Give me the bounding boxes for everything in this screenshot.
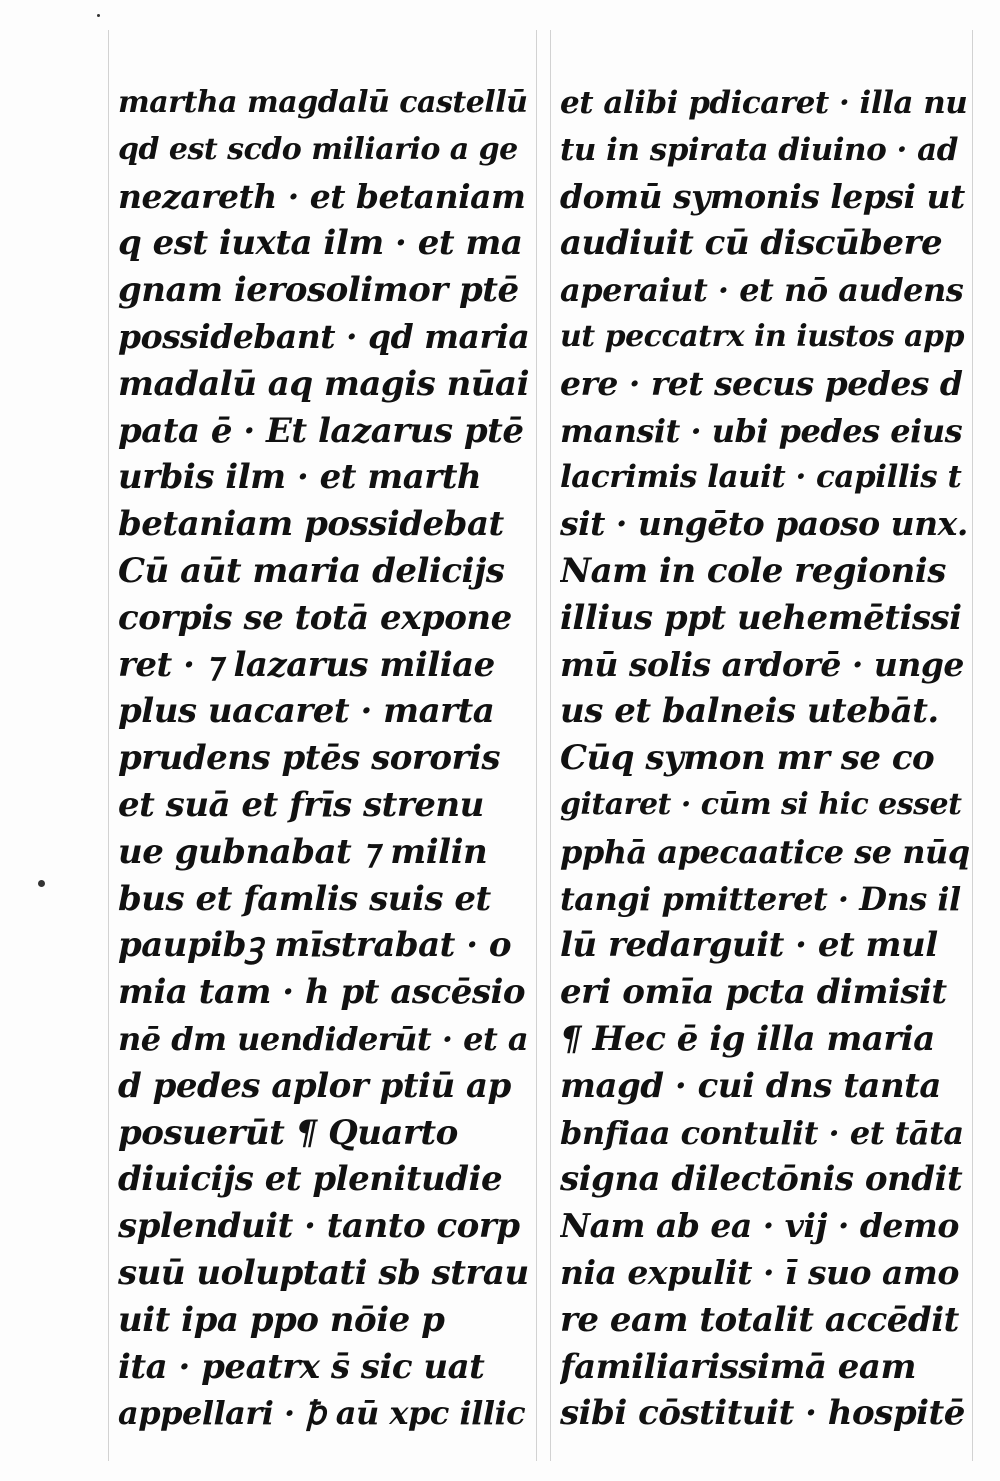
left-column-line: diuicijs et plenitudie xyxy=(118,1159,503,1200)
column-rule-left-inner xyxy=(536,30,537,1461)
left-column-line: martha magdalū castellū xyxy=(118,85,528,120)
right-column-line: et alibi pdicaret · illa nu xyxy=(560,85,968,121)
right-column-line: aperaiut · et nō audens xyxy=(560,271,964,310)
right-column-line: mū solis ardorē · unge xyxy=(560,644,964,684)
right-column-line: Cūq symon mr se co xyxy=(560,738,935,779)
right-column-line: lū redarguit · et mul xyxy=(560,925,938,966)
ink-speck xyxy=(97,14,100,17)
left-column-line: gnam ierosolimor ptē xyxy=(118,270,519,311)
left-column-line: et suā et frīs strenu xyxy=(118,784,484,825)
right-column-line: lacrimis lauit · capillis t xyxy=(560,459,962,496)
left-column-line: mia tam · h pt ascēsio xyxy=(118,972,526,1013)
column-rule-right-inner xyxy=(550,30,551,1461)
left-text-column xyxy=(118,80,530,1437)
left-column-line: pata ē · Et lazarus ptē xyxy=(118,410,524,451)
right-column-line: signa dilectōnis ondit xyxy=(560,1159,963,1200)
left-column-line: possidebant · qd maria xyxy=(118,316,530,356)
right-column-line: re eam totalit accēdit xyxy=(560,1299,959,1340)
right-column-line: sibi cōstituit · hospitē xyxy=(560,1393,965,1434)
right-text-column xyxy=(560,80,970,1437)
left-column-line: ue gubnabat ⁊ milin xyxy=(118,831,488,872)
column-rule-left-outer xyxy=(108,30,109,1461)
right-column-line: ut peccatrx in iustos app xyxy=(560,318,964,354)
right-column-line: audiuit cū discūbere xyxy=(560,223,943,264)
right-column-line: gitaret · cūm si hic esset xyxy=(560,786,962,822)
column-rule-right-outer xyxy=(972,30,973,1461)
left-column-line: madalū aq magis nūai xyxy=(118,363,529,404)
right-column-line: pphā apecaatice se nūq xyxy=(560,832,970,871)
right-column-line: tu in spirata diuino · ad xyxy=(560,131,958,168)
left-column-line: plus uacaret · marta xyxy=(118,691,495,732)
left-column-line: ret · ⁊ lazarus miliae xyxy=(118,644,495,685)
left-column-line: Cū aūt maria delicijs xyxy=(118,550,505,591)
left-column-line: nē dm uendiderūt · et a xyxy=(118,1019,529,1058)
right-column-line: magd · cui dns tanta xyxy=(560,1065,941,1106)
right-column-line: us et balneis utebāt. xyxy=(560,691,939,732)
right-column-line: ere · ret secus pedes d xyxy=(560,363,963,403)
right-column-line: eri omīa pcta dimisit xyxy=(560,972,947,1013)
left-column-line: posuerūt ¶ Quarto xyxy=(118,1112,458,1153)
right-column-line: mansit · ubi pedes eius xyxy=(560,411,963,450)
left-column-line: qd est scdo miliario a ge xyxy=(118,131,518,167)
right-column-line: familiarissimā eam xyxy=(560,1346,916,1387)
right-column-line: Nam in cole regionis xyxy=(560,550,946,591)
right-column-line: bnfiaa contulit · et tāta xyxy=(560,1113,964,1152)
left-column-line: paupibꝫ mīstrabat · o xyxy=(118,925,512,966)
left-column-line: q est iuxta ilm · et ma xyxy=(118,223,523,264)
left-column-line: bus et famlis suis et xyxy=(118,878,491,919)
left-column-line: corpis se totā expone xyxy=(118,597,512,638)
right-column-line: tangi pmitteret · Dns il xyxy=(560,879,961,918)
left-column-line: suū uoluptati sb strau xyxy=(118,1252,529,1293)
left-column-line: d pedes aplor ptiū ap xyxy=(118,1065,511,1106)
left-column-line: urbis ilm · et marth xyxy=(118,457,482,498)
left-column-line: nezareth · et betaniam xyxy=(118,176,526,216)
left-column-line: ita · peatrx s̄ sic uat xyxy=(118,1346,485,1387)
right-column-line: ¶ Hec ē ig illa maria xyxy=(560,1018,935,1059)
right-column-line: nia expulit · ī suo amo xyxy=(560,1252,959,1292)
right-column-line: domū symonis lepsi ut xyxy=(560,176,965,216)
left-column-line: appellari · ꝥ aū xpc illic xyxy=(118,1394,526,1433)
right-column-line: Nam ab ea · vij · demo xyxy=(560,1206,959,1246)
right-column-line: sit · ungēto paoso unx. xyxy=(560,504,968,544)
ink-speck xyxy=(38,880,45,887)
left-column-line: uit ipa ppo nōie p xyxy=(118,1299,445,1340)
left-column-line: splenduit · tanto corp xyxy=(118,1206,520,1247)
left-column-line: betaniam possidebat xyxy=(118,504,504,545)
left-column-line: prudens ptēs sororis xyxy=(118,738,500,779)
right-column-line: illius ppt uehemētissi xyxy=(560,597,962,638)
